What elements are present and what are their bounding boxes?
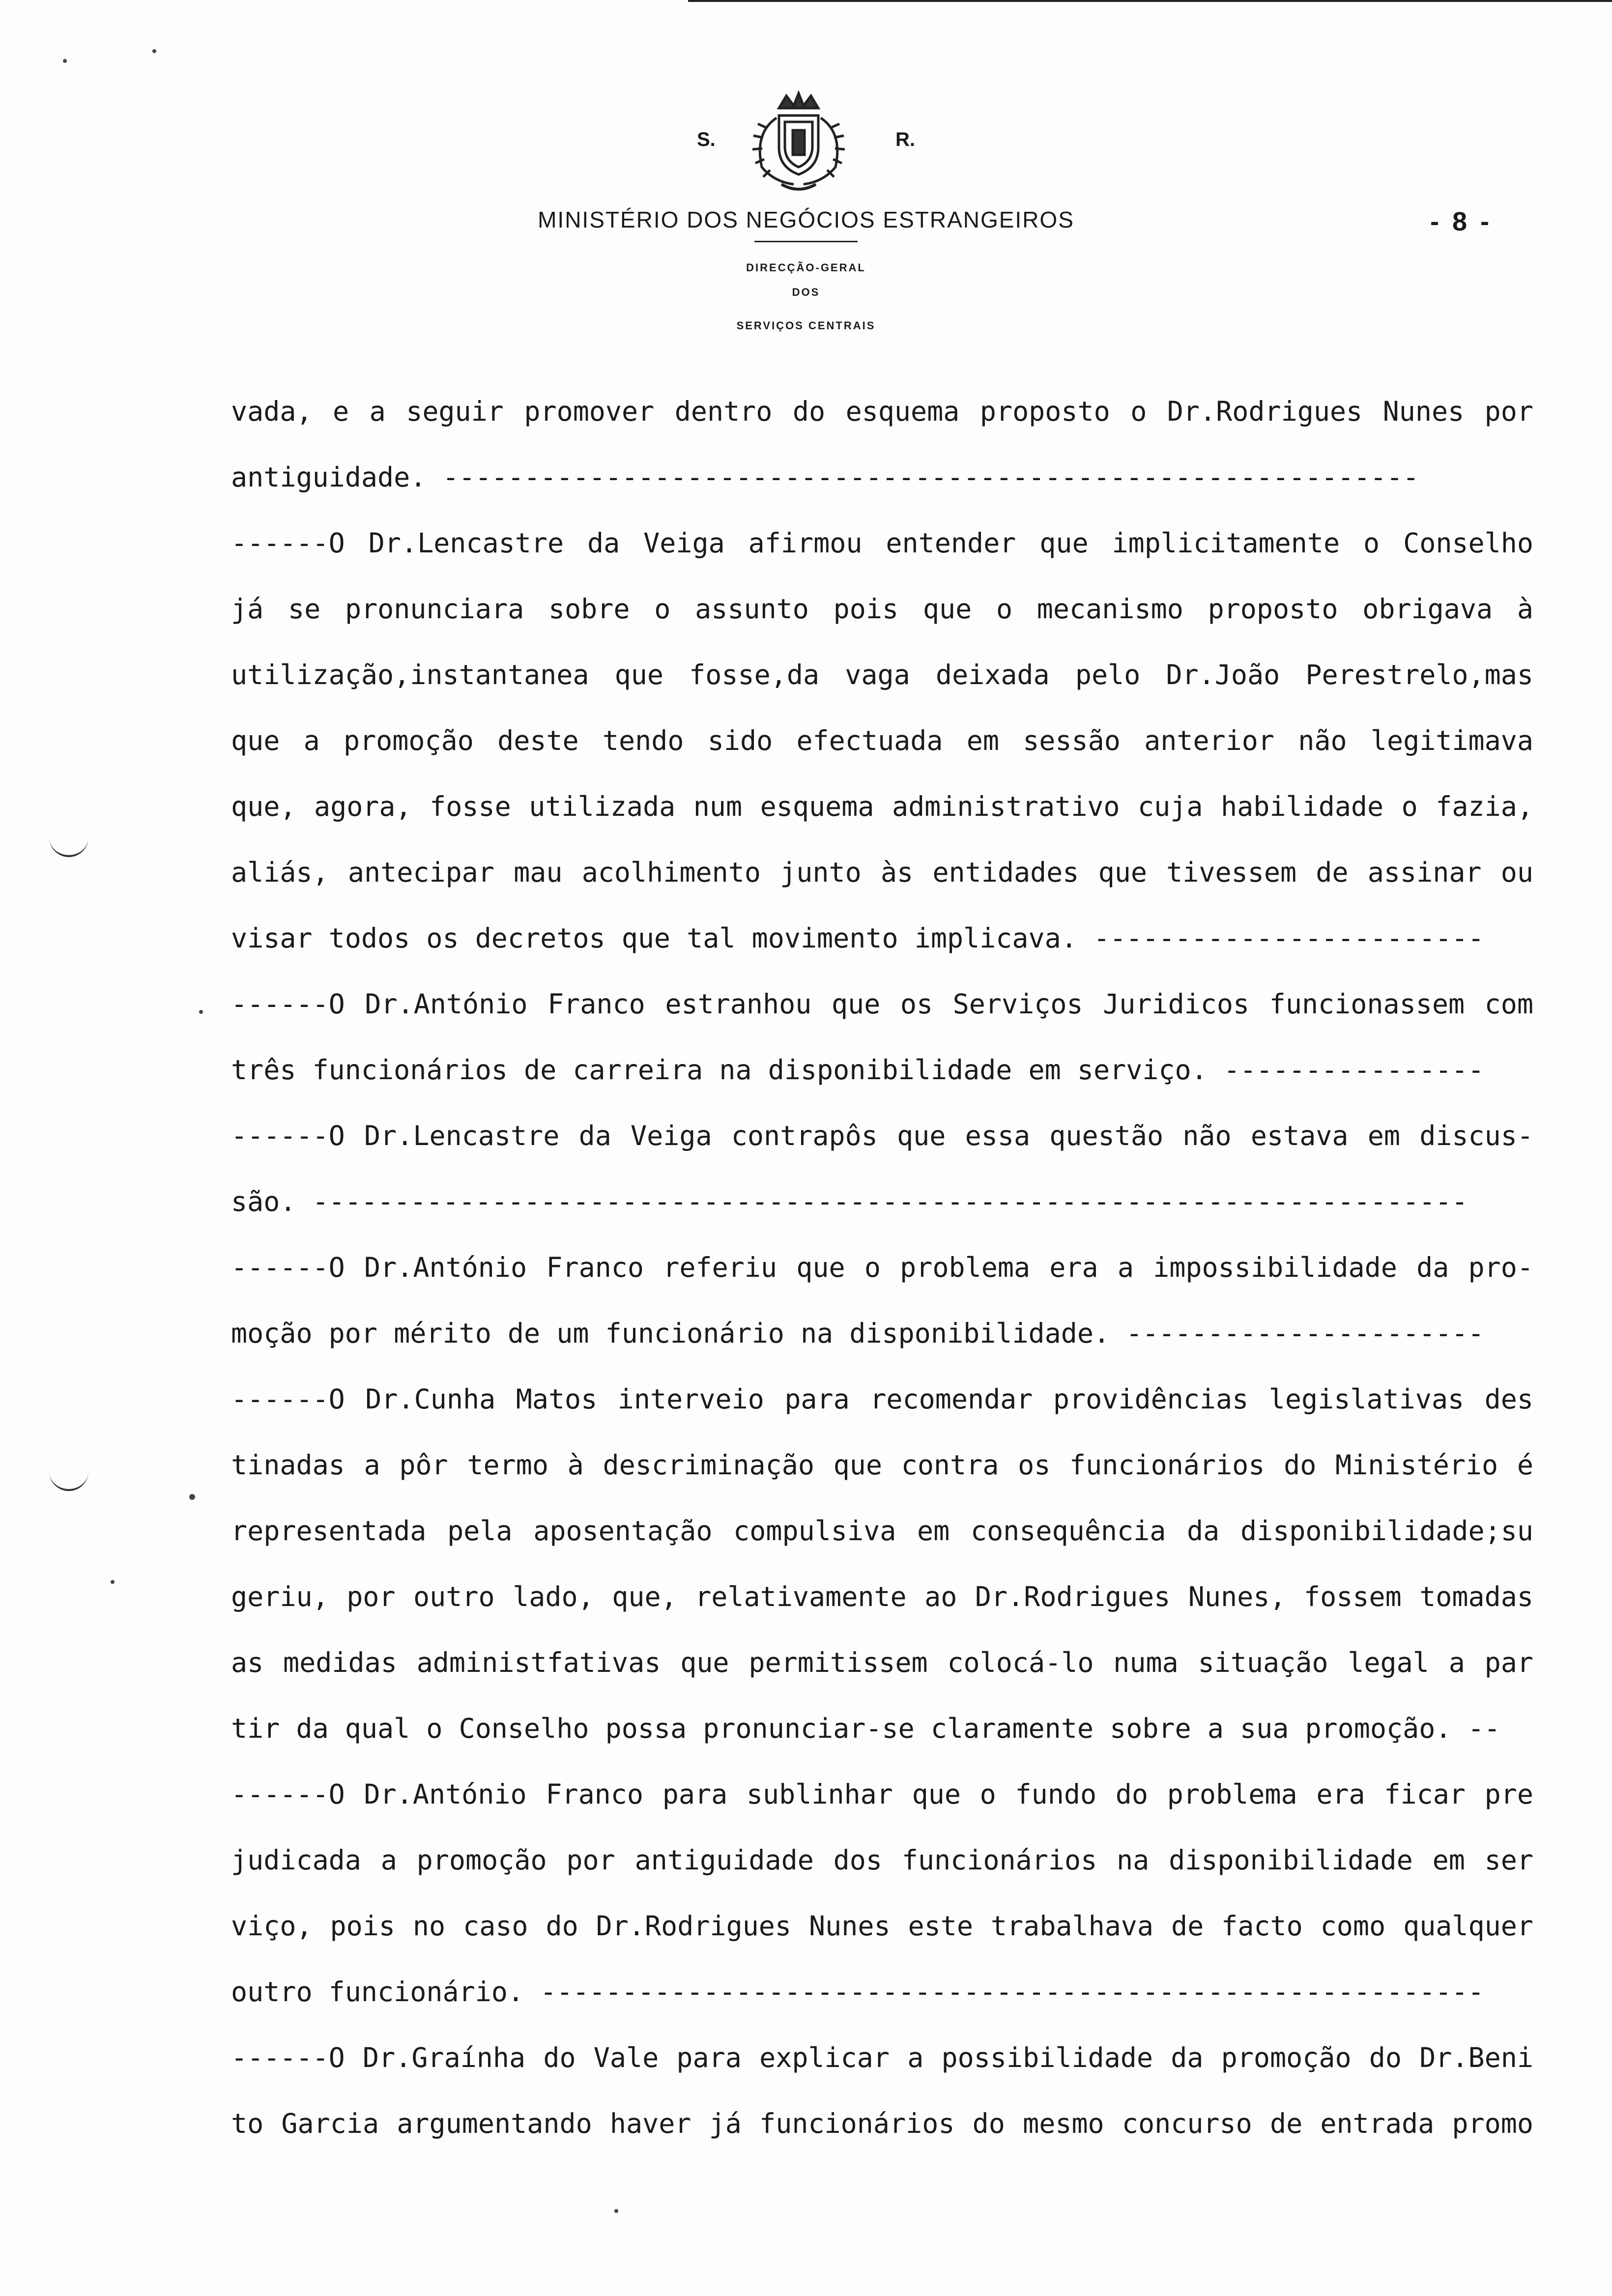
- letterhead-left-initial: S.: [697, 129, 716, 150]
- text-line: to Garcia argumentando haver já funcionários do mesmo concurso de entrada promo: [231, 2108, 1533, 2139]
- text-line: ------O Dr.António Franco referiu que o problema era a impossibilidade da pro-: [231, 1252, 1533, 1283]
- minutes-body: [231, 378, 1533, 2156]
- text-line: moção por mérito de um funcionário na disponibilidade. ----------------------: [231, 1318, 1484, 1349]
- text-line: geriu, por outro lado, que, relativamente ao Dr.Rodrigues Nunes, fossem tomadas: [231, 1581, 1533, 1612]
- text-line: ------O Dr.Lencastre da Veiga contrapôs que essa questão não estava em discus-: [231, 1120, 1533, 1151]
- text-line: que, agora, fosse utilizada num esquema administrativo cuja habilidade o fazia,: [231, 791, 1533, 822]
- text-line: são. -----------------------------------------------------------------------: [231, 1186, 1468, 1217]
- text-line: tir da qual o Conselho possa pronunciar-se claramente sobre a sua promoção. --: [231, 1713, 1500, 1744]
- text-line: vada, e a seguir promover dentro do esquema proposto o Dr.Rodrigues Nunes por: [231, 396, 1533, 427]
- text-line: representada pela aposentação compulsiva em consequência da disponibilidade;su: [231, 1515, 1533, 1547]
- text-line: judicada a promoção por antiguidade dos funcionários na disponibilidade em ser: [231, 1844, 1533, 1876]
- scan-speck: [614, 2209, 618, 2213]
- scan-speck: [189, 1494, 195, 1500]
- ministry-name: MINISTÉRIO DOS NEGÓCIOS ESTRANGEIROS: [538, 207, 1074, 232]
- scan-speck: [199, 1010, 203, 1014]
- text-line: três funcionários de carreira na disponibilidade em serviço. ----------------: [231, 1054, 1484, 1086]
- text-line: ------O Dr.António Franco estranhou que os Serviços Juridicos funcionassem com: [231, 988, 1533, 1020]
- text-line: utilização,instantanea que fosse,da vaga deixada pelo Dr.João Perestrelo,mas: [231, 659, 1533, 690]
- department-line-1: DIRECÇÃO-GERAL: [746, 261, 866, 274]
- margin-punch-mark: [49, 835, 88, 857]
- coat-of-arms-emblem-icon: [740, 88, 858, 197]
- ministry-underline: [754, 241, 858, 242]
- text-line: outro funcionário. ----------------------------------------------------------: [231, 1976, 1484, 2008]
- text-line: ------O Dr.Graínha do Vale para explicar a possibilidade da promoção do Dr.Beni: [231, 2042, 1533, 2073]
- text-line: visar todos os decretos que tal movimento implicava. ------------------------: [231, 922, 1484, 954]
- text-line: as medidas administfativas que permitissem colocá-lo numa situação legal a par: [231, 1647, 1533, 1678]
- text-line: tinadas a pôr termo à descriminação que contra os funcionários do Ministério é: [231, 1449, 1533, 1481]
- scan-speck: [152, 49, 156, 53]
- text-line: aliás, antecipar mau acolhimento junto às entidades que tivessem de assinar ou: [231, 857, 1533, 888]
- text-line: ------O Dr.Cunha Matos interveio para recomendar providências legislativas des: [231, 1383, 1533, 1415]
- scan-speck: [111, 1580, 115, 1584]
- department-line-2: DOS: [792, 286, 820, 298]
- text-line: ------O Dr.António Franco para sublinhar que o fundo do problema era ficar pre: [231, 1779, 1533, 1810]
- margin-punch-mark: [49, 1469, 88, 1491]
- department-line-3: SERVIÇOS CENTRAIS: [736, 319, 876, 332]
- text-line: viço, pois no caso do Dr.Rodrigues Nunes este trabalhava de facto como qualquer: [231, 1910, 1533, 1942]
- top-edge-rule: [688, 0, 1612, 2]
- text-line: antiguidade. ------------------------------------------------------------: [231, 461, 1419, 493]
- scan-speck: [63, 59, 67, 63]
- text-line: já se pronunciara sobre o assunto pois que o mecanismo proposto obrigava à: [231, 593, 1533, 625]
- letterhead-right-initial: R.: [895, 129, 915, 150]
- text-line: que a promoção deste tendo sido efectuada em sessão anterior não legitimava: [231, 725, 1533, 756]
- text-line: ------O Dr.Lencastre da Veiga afirmou entender que implicitamente o Conselho: [231, 527, 1533, 559]
- page-number: - 8 -: [1430, 207, 1493, 236]
